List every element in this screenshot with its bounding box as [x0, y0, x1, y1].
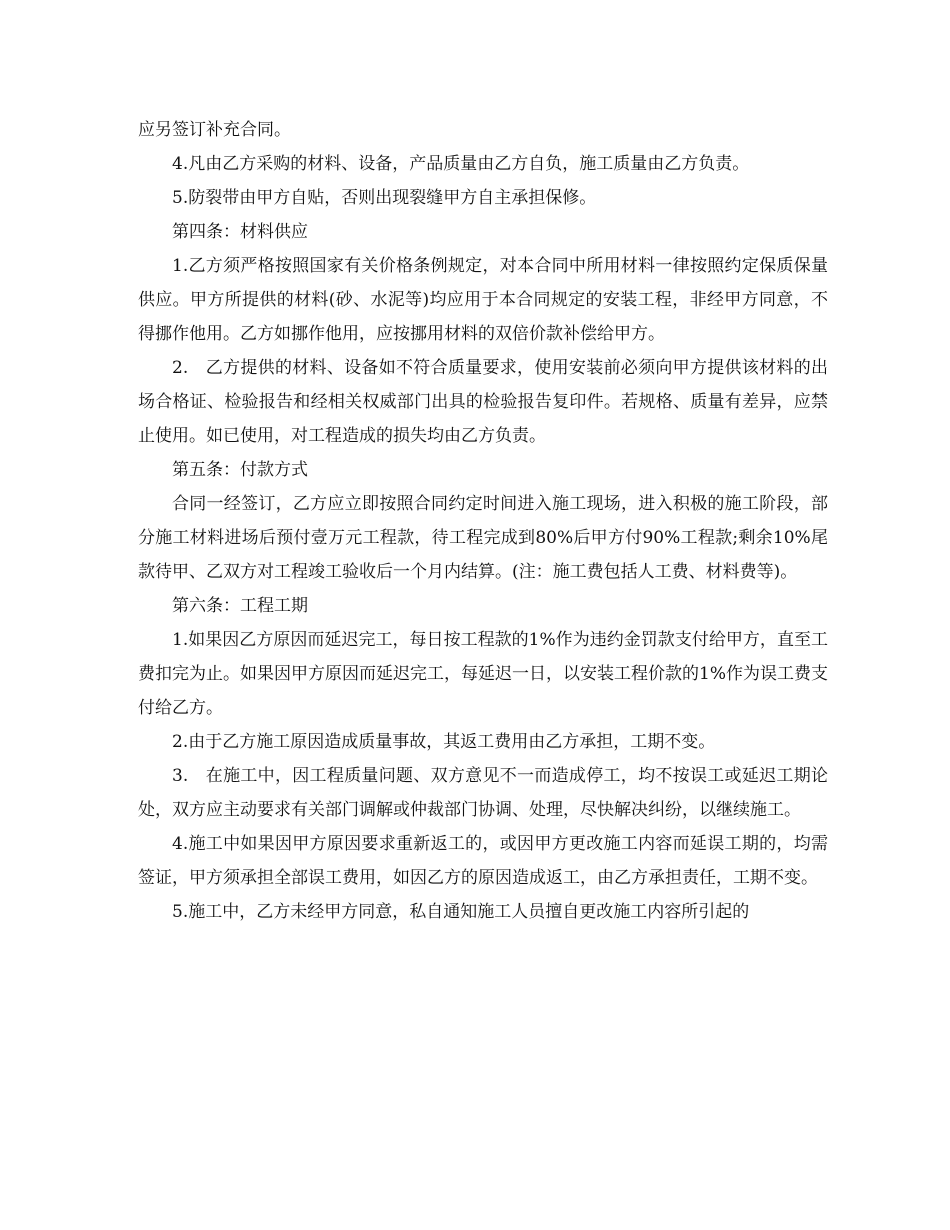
clause-6-item-5: 5.施工中，乙方未经甲方同意，私自通知施工人员擅自更改施工内容所引起的	[172, 902, 750, 922]
clause-4-item-2: 2. 乙方提供的材料、设备如不符合质量要求，使用安装前必须向甲方提供该材料的出场合格证、检验报告和经相关权威部门出具的检验报告复印件。若规格、质量有差异，应禁止使用。如已使用，对工程造成的损失均由乙方负责。	[138, 358, 828, 446]
clause-5-heading: 第五条：付款方式	[172, 460, 308, 480]
clause-4-heading: 第四条：材料供应	[172, 222, 308, 242]
document-body	[138, 113, 828, 929]
clause-3-item-5: 5.防裂带由甲方自贴，否则出现裂缝甲方自主承担保修。	[172, 188, 597, 208]
clause-6-heading: 第六条：工程工期	[172, 596, 308, 616]
clause-4-item-1: 1.乙方须严格按照国家有关价格条例规定，对本合同中所用材料一律按照约定保质保量供应。甲方所提供的材料(砂、水泥等)均应用于本合同规定的安装工程，非经甲方同意，不得挪作他用。乙方如挪作他用，应按挪用材料的双倍价款补偿给甲方。	[138, 256, 828, 344]
clause-5-body: 合同一经签订，乙方应立即按照合同约定时间进入施工现场，进入积极的施工阶段，部分施工材料进场后预付壹万元工程款，待工程完成到80%后甲方付90%工程款;剩余10%尾款待甲、乙双方对工程竣工验收后一个月内结算。(注：施工费包括人工费、材料费等)。	[138, 494, 828, 582]
paragraph-continuation: 应另签订补充合同。	[138, 120, 291, 140]
clause-6-item-3: 3. 在施工中，因工程质量问题、双方意见不一而造成停工，均不按误工或延迟工期论处，双方应主动要求有关部门调解或仲裁部门协调、处理，尽快解决纠纷，以继续施工。	[138, 766, 828, 820]
clause-3-item-4: 4.凡由乙方采购的材料、设备，产品质量由乙方自负，施工质量由乙方负责。	[172, 154, 750, 174]
clause-6-item-2: 2.由于乙方施工原因造成质量事故，其返工费用由乙方承担，工期不变。	[172, 732, 716, 752]
clause-6-item-1: 1.如果因乙方原因而延迟完工，每日按工程款的1%作为违约金罚款支付给甲方，直至工费扣完为止。如果因甲方原因而延迟完工，每延迟一日，以安装工程价款的1%作为误工费支付给乙方。	[138, 630, 828, 718]
clause-6-item-4: 4.施工中如果因甲方原因要求重新返工的，或因甲方更改施工内容而延误工期的，均需签证，甲方须承担全部误工费用，如因乙方的原因造成返工，由乙方承担责任，工期不变。	[138, 834, 828, 888]
